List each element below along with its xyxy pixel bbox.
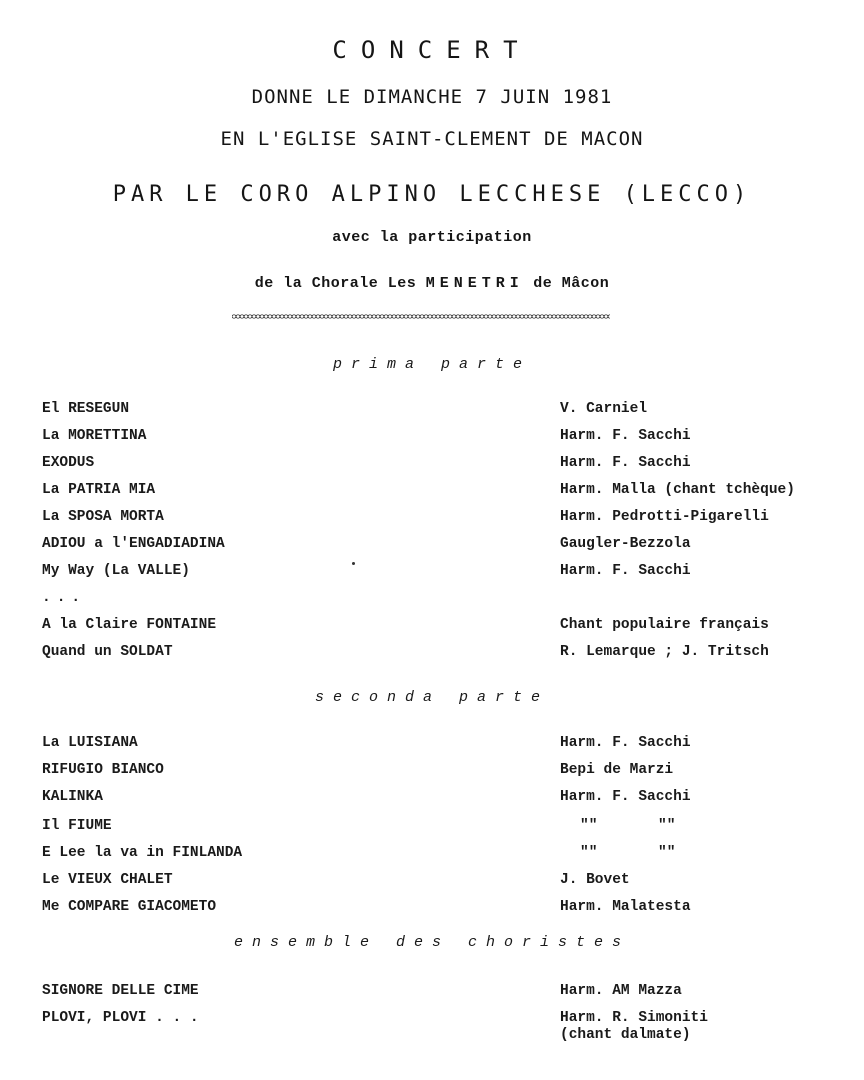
song-title: A la Claire FONTAINE bbox=[42, 617, 217, 633]
song-author: Harm. R. Simoniti bbox=[560, 1010, 708, 1026]
song-title: ADIOU a l'ENGADIADINA bbox=[42, 536, 225, 552]
song-title: La MORETTINA bbox=[42, 428, 147, 444]
program-row bbox=[0, 482, 864, 504]
song-author: Harm. Pedrotti-Pigarelli bbox=[560, 509, 769, 525]
program-row bbox=[0, 872, 864, 894]
program-row bbox=[0, 789, 864, 811]
song-title: El RESEGUN bbox=[42, 401, 130, 417]
song-author: Harm. F. Sacchi bbox=[560, 428, 691, 444]
program-row bbox=[0, 455, 864, 477]
song-title: PLOVI, PLOVI . . . bbox=[42, 1010, 199, 1026]
program-row bbox=[0, 899, 864, 921]
song-author: J. Bovet bbox=[560, 872, 630, 888]
song-author: Harm. Malatesta bbox=[560, 899, 691, 915]
song-author: Bepi de Marzi bbox=[560, 762, 674, 778]
song-title: RIFUGIO BIANCO bbox=[42, 762, 164, 778]
song-title: Me COMPARE GIACOMETO bbox=[42, 899, 217, 915]
song-title: Il FIUME bbox=[42, 818, 112, 834]
program-row bbox=[0, 983, 864, 1005]
song-title: Quand un SOLDAT bbox=[42, 644, 173, 660]
song-title: SIGNORE DELLE CIME bbox=[42, 983, 199, 999]
program-row bbox=[0, 1010, 864, 1046]
section-title-ensemble: ensemble des choristes bbox=[233, 934, 631, 951]
ditto-mark: "" bbox=[658, 818, 676, 834]
song-title: My Way (La VALLE) bbox=[42, 563, 190, 579]
song-author: Harm. F. Sacchi bbox=[560, 735, 691, 751]
program-row bbox=[0, 428, 864, 450]
section-title-seconda-parte: seconda parte bbox=[314, 689, 550, 706]
chorale-line bbox=[0, 275, 864, 292]
program-row bbox=[0, 735, 864, 757]
program-row bbox=[0, 845, 864, 867]
chorale-line-pre: de la Chorale Les bbox=[254, 275, 417, 292]
song-title: KALINKA bbox=[42, 789, 103, 805]
program-row bbox=[0, 644, 864, 666]
ditto-mark: "" bbox=[658, 845, 676, 861]
paper-speck bbox=[352, 562, 355, 565]
song-author: Harm. Malla (chant tchèque) bbox=[560, 482, 795, 498]
ditto-mark: "" bbox=[580, 818, 598, 834]
song-author: V. Carniel bbox=[560, 401, 648, 417]
program-row bbox=[0, 509, 864, 531]
song-author: Gaugler-Bezzola bbox=[560, 536, 691, 552]
song-title: EXODUS bbox=[42, 455, 95, 471]
song-author-note: (chant dalmate) bbox=[560, 1027, 691, 1043]
section-title-prima-parte: prima parte bbox=[332, 356, 532, 373]
song-title: La PATRIA MIA bbox=[42, 482, 156, 498]
program-row bbox=[0, 818, 864, 840]
song-title: Le VIEUX CHALET bbox=[42, 872, 173, 888]
chorale-name: MENETRI bbox=[425, 275, 524, 292]
song-author: Harm. F. Sacchi bbox=[560, 455, 691, 471]
song-author: Chant populaire français bbox=[560, 617, 769, 633]
concert-date-line: DONNE LE DIMANCHE 7 JUIN 1981 bbox=[251, 86, 613, 108]
program-row bbox=[0, 401, 864, 423]
concert-place-line: EN L'EGLISE SAINT-CLEMENT DE MACON bbox=[220, 128, 644, 150]
concert-choir-line: PAR LE CORO ALPINO LECCHESE (LECCO) bbox=[112, 182, 752, 207]
song-author: Harm. AM Mazza bbox=[560, 983, 682, 999]
program-row bbox=[0, 536, 864, 558]
song-title: La LUISIANA bbox=[42, 735, 138, 751]
song-title: La SPOSA MORTA bbox=[42, 509, 164, 525]
ellipsis: ... bbox=[42, 590, 87, 606]
program-row bbox=[0, 762, 864, 784]
song-author: R. Lemarque ; J. Tritsch bbox=[560, 644, 769, 660]
song-title: E Lee la va in FINLANDA bbox=[42, 845, 243, 861]
song-author: Harm. F. Sacchi bbox=[560, 789, 691, 805]
chorale-line-post: de Mâcon bbox=[533, 275, 610, 292]
ditto-mark: "" bbox=[580, 845, 598, 861]
decorative-divider bbox=[232, 312, 610, 321]
program-row bbox=[0, 617, 864, 639]
participation-line: avec la participation bbox=[332, 229, 532, 246]
song-author: Harm. F. Sacchi bbox=[560, 563, 691, 579]
program-row bbox=[0, 563, 864, 585]
concert-title: CONCERT bbox=[332, 36, 532, 64]
